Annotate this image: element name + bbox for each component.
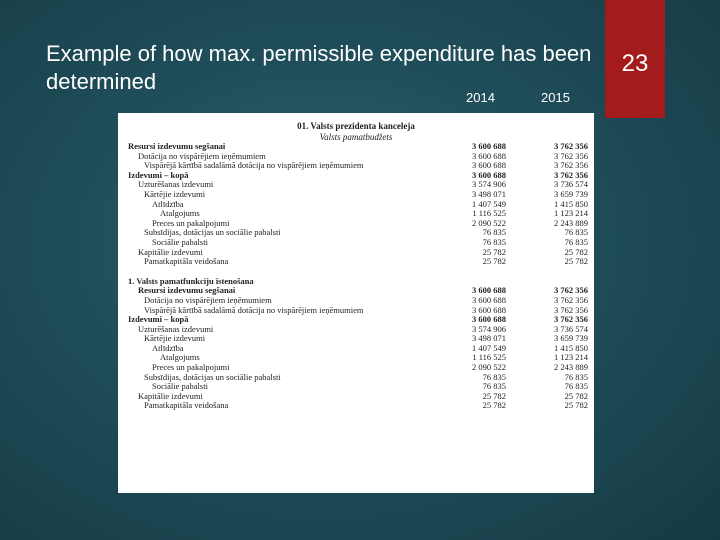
value-2015: 3 762 356 xyxy=(554,285,588,296)
value-2014: 25 782 xyxy=(482,246,506,257)
year-label-2014: 2014 xyxy=(466,90,495,105)
row-label: Resursi izdevumu segšanai xyxy=(138,285,236,296)
value-2015: 3 659 739 xyxy=(554,188,588,199)
value-2015: 3 762 356 xyxy=(554,314,588,325)
row-label: Resursi izdevumu segšanai xyxy=(128,141,226,151)
value-2015: 3 762 356 xyxy=(554,141,588,151)
value-2014: 2 090 522 xyxy=(472,217,506,228)
value-2014: 3 498 071 xyxy=(472,333,506,344)
value-2015: 1 123 214 xyxy=(554,352,588,363)
table-row xyxy=(118,401,594,411)
row-label: Atalgojums xyxy=(160,208,200,219)
row-label: Kapitālie izdevumi xyxy=(138,390,203,401)
row-label: Dotācija no vispārējiem ieņēmumiem xyxy=(138,150,266,161)
value-2015: 3 762 356 xyxy=(554,294,588,305)
document-heading: 01. Valsts prezidenta kanceleja xyxy=(297,121,415,131)
table-row xyxy=(118,334,594,344)
value-2015: 1 123 214 xyxy=(554,208,588,219)
value-2015: 76 835 xyxy=(564,227,588,238)
value-2014: 3 600 688 xyxy=(472,304,506,315)
table-row xyxy=(118,161,594,171)
row-label: Kapitālie izdevumi xyxy=(138,246,203,257)
value-2015: 3 762 356 xyxy=(554,304,588,315)
table-row xyxy=(118,190,594,200)
value-2014: 3 600 688 xyxy=(472,314,506,325)
value-2015: 76 835 xyxy=(564,371,588,382)
value-2015: 76 835 xyxy=(564,381,588,392)
value-2015: 3 659 739 xyxy=(554,333,588,344)
row-label: Sociālie pabalsti xyxy=(152,236,208,247)
row-label: Izdevumi – kopā xyxy=(128,169,189,180)
value-2015: 3 736 574 xyxy=(554,179,588,190)
value-2015: 3 762 356 xyxy=(554,160,588,171)
value-2014: 3 600 688 xyxy=(472,294,506,305)
row-label: Kārtējie izdevumi xyxy=(144,333,206,344)
value-2014: 3 600 688 xyxy=(472,141,506,151)
value-2014: 76 835 xyxy=(482,381,506,392)
table-row xyxy=(118,306,594,316)
value-2014: 2 090 522 xyxy=(472,362,506,373)
value-2014: 76 835 xyxy=(482,371,506,382)
row-label: Vispārējā kārtībā sadalāmā dotācija no vispārējiem ieņēmumiem xyxy=(144,304,364,315)
row-label: Kārtējie izdevumi xyxy=(144,188,206,199)
value-2015: 1 415 850 xyxy=(554,342,588,353)
value-2014: 1 116 525 xyxy=(472,208,506,219)
row-label: Dotācija no vispārējiem ieņēmumiem xyxy=(144,294,272,305)
value-2015: 25 782 xyxy=(564,390,588,401)
value-2014: 25 782 xyxy=(482,390,506,401)
value-2015: 2 243 889 xyxy=(554,217,588,228)
value-2015: 1 415 850 xyxy=(554,198,588,209)
value-2014: 3 600 688 xyxy=(472,150,506,161)
row-label: Subsīdijas, dotācijas un sociālie pabalsti xyxy=(144,227,281,238)
row-label: Uzturēšanas izdevumi xyxy=(138,179,214,190)
row-label: Pamatkapitāla veidošana xyxy=(144,400,229,411)
row-label: Pamatkapitāla veidošana xyxy=(144,256,229,267)
value-2014: 3 498 071 xyxy=(472,188,506,199)
section-2-rows xyxy=(118,286,594,411)
page-number: 23 xyxy=(621,50,649,77)
value-2014: 25 782 xyxy=(482,400,506,411)
row-label: Atalgojums xyxy=(160,352,200,363)
value-2014: 3 574 906 xyxy=(472,323,506,334)
value-2015: 76 835 xyxy=(564,236,588,247)
section-2-heading-text: 1. Valsts pamatfunkciju īstenošana xyxy=(128,275,254,286)
section-1-rows xyxy=(118,142,594,267)
value-2014: 1 116 525 xyxy=(472,352,506,363)
document-subheading: Valsts pamatbudžets xyxy=(319,132,393,142)
table-row xyxy=(118,257,594,267)
row-label: Izdevumi – kopā xyxy=(128,314,189,325)
budget-table-image xyxy=(118,113,594,493)
value-2014: 1 407 549 xyxy=(472,342,506,353)
value-2015: 2 243 889 xyxy=(554,362,588,373)
row-label: Preces un pakalpojumi xyxy=(152,217,230,228)
row-label: Vispārējā kārtībā sadalāmā dotācija no vispārējiem ieņēmumiem xyxy=(144,160,364,171)
value-2014: 3 600 688 xyxy=(472,169,506,180)
row-label: Atlīdzība xyxy=(152,342,184,353)
value-2014: 76 835 xyxy=(482,236,506,247)
value-2015: 3 762 356 xyxy=(554,169,588,180)
value-2015: 25 782 xyxy=(564,256,588,267)
value-2014: 1 407 549 xyxy=(472,198,506,209)
row-label: Uzturēšanas izdevumi xyxy=(138,323,214,334)
value-2015: 3 762 356 xyxy=(554,150,588,161)
value-2015: 3 736 574 xyxy=(554,323,588,334)
year-label-2015: 2015 xyxy=(541,90,570,105)
row-label: Atlīdzība xyxy=(152,198,184,209)
slide-title: Example of how max. permissible expenditure has been determined xyxy=(46,41,592,94)
value-2015: 25 782 xyxy=(564,400,588,411)
value-2015: 25 782 xyxy=(564,246,588,257)
value-2014: 76 835 xyxy=(482,227,506,238)
value-2014: 3 574 906 xyxy=(472,179,506,190)
value-2014: 3 600 688 xyxy=(472,285,506,296)
row-label: Preces un pakalpojumi xyxy=(152,362,230,373)
row-label: Subsīdijas, dotācijas un sociālie pabalsti xyxy=(144,371,281,382)
value-2014: 3 600 688 xyxy=(472,160,506,171)
value-2014: 25 782 xyxy=(482,256,506,267)
row-label: Sociālie pabalsti xyxy=(152,381,208,392)
